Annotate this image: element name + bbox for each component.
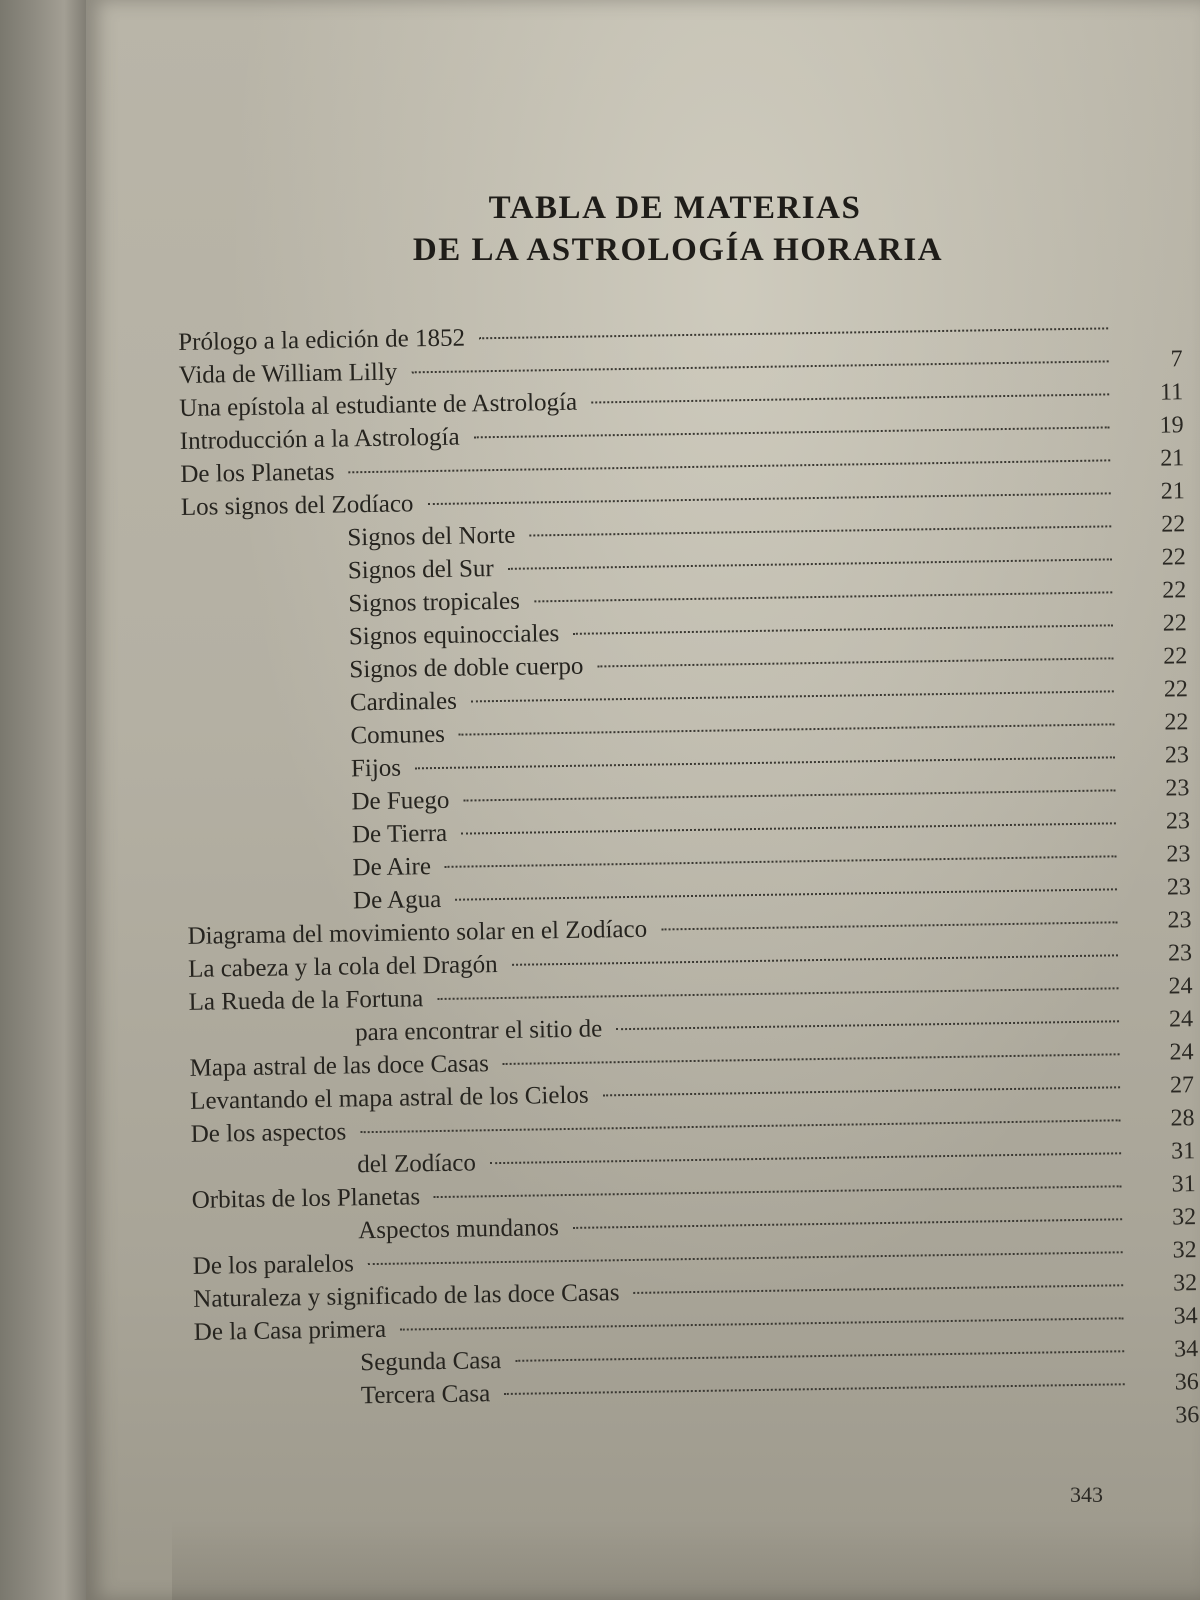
toc-entry-page [1132, 310, 1182, 311]
page-title-line-2: DE LA ASTROLOGÍA HORARIA [412, 232, 944, 268]
dot-leader [479, 327, 1108, 339]
toc-entry-page: 19 [1159, 412, 1184, 439]
toc-entry-page: 23 [1167, 907, 1192, 934]
toc-entry-title: del Zodíaco [356, 1149, 477, 1179]
dot-leader [415, 756, 1115, 769]
toc-entry-title: Los signos del Zodíaco [180, 490, 414, 521]
toc-entry-page: 22 [1163, 676, 1189, 703]
toc-entry-title: Orbitas de los Planetas [191, 1183, 421, 1214]
toc-entry-page: 24 [1169, 1039, 1194, 1066]
toc-entry-title: Una epístola al estudiante de Astrología [179, 388, 578, 422]
toc-entry-page: 34 [1173, 1303, 1198, 1330]
toc-entry-title: La cabeza y la cola del Dragón [187, 951, 498, 983]
toc-entry-title: Comunes [350, 720, 446, 750]
dot-leader [437, 987, 1118, 1000]
dot-leader [661, 921, 1117, 930]
toc-entry-title: De los aspectos [190, 1118, 347, 1148]
page-number: 343 [1070, 1482, 1103, 1507]
toc-entry-title: Mapa astral de las doce Casas [189, 1050, 490, 1082]
dot-leader [508, 558, 1112, 569]
toc-entry-page: 22 [1162, 577, 1187, 604]
dot-leader [360, 1119, 1120, 1133]
toc-entry-page: 24 [1168, 1006, 1194, 1033]
toc-entry-title: De los Planetas [180, 458, 335, 488]
toc-entry-page: 32 [1172, 1237, 1197, 1264]
dot-leader [463, 789, 1115, 801]
dot-leader [512, 954, 1118, 966]
toc-entry-page: 21 [1160, 478, 1185, 505]
toc-entry-page: 23 [1166, 874, 1192, 901]
toc-entry-title: Fijos [350, 754, 402, 783]
toc-entry-title: Segunda Casa [360, 1347, 502, 1377]
toc-entry-page: 22 [1164, 709, 1189, 736]
toc-entry-page: 23 [1166, 841, 1191, 868]
dot-leader [573, 1218, 1122, 1229]
toc-entry-title: Signos del Norte [347, 521, 516, 552]
toc-entry-page: 36 [1174, 1369, 1199, 1396]
toc-entry-page: 28 [1170, 1105, 1195, 1132]
dot-leader [591, 393, 1109, 403]
dot-leader [400, 1317, 1124, 1330]
table-of-contents [178, 311, 1200, 1448]
dot-leader [529, 525, 1111, 536]
toc-entry-page: 32 [1171, 1204, 1197, 1231]
toc-entry-title: Naturaleza y significado de las doce Casas [193, 1279, 620, 1313]
toc-entry-page: 27 [1169, 1072, 1195, 1099]
dot-leader [368, 1251, 1123, 1265]
toc-entry-title: Introducción a la Astrología [179, 423, 460, 455]
toc-entry-title: Signos tropicales [348, 587, 521, 618]
dot-leader [411, 360, 1108, 373]
toc-entry-title: La Rueda de la Fortuna [188, 985, 424, 1016]
toc-entry-title: Vida de William Lilly [178, 358, 398, 389]
toc-entry-title: Tercera Casa [360, 1380, 491, 1410]
toc-entry-page: 22 [1162, 610, 1187, 637]
dot-leader [471, 690, 1114, 702]
toc-entry-title: Aspectos mundanos [358, 1214, 560, 1245]
toc-entry-title: De Aire [352, 853, 432, 882]
dot-leader [597, 657, 1113, 667]
toc-entry-page: 34 [1173, 1336, 1199, 1363]
toc-entry-page: 36 [1175, 1402, 1200, 1429]
toc-entry-page: 31 [1171, 1171, 1196, 1198]
toc-entry-page: 22 [1163, 643, 1188, 670]
page-title-line-1: TABLA DE MATERIAS [488, 190, 862, 226]
dot-leader [348, 459, 1110, 473]
dot-leader [573, 624, 1113, 634]
toc-entry-page: 22 [1161, 544, 1186, 571]
dot-leader [490, 1152, 1121, 1164]
toc-entry-title: De los paralelos [192, 1250, 355, 1280]
toc-entry-title: Signos equinocciales [348, 620, 560, 651]
toc-entry-title: Levantando el mapa astral de los Cielos [189, 1081, 589, 1115]
dot-leader [633, 1284, 1123, 1294]
facing-page-edge [0, 0, 92, 1600]
toc-entry-title: De Fuego [351, 786, 450, 816]
toc-entry-page: 22 [1161, 511, 1186, 538]
dot-leader [461, 822, 1116, 834]
toc-entry-page: 23 [1167, 940, 1193, 967]
toc-entry-title: De la Casa primera [193, 1315, 387, 1346]
toc-entry-title: Prólogo a la edición de 1852 [178, 324, 466, 356]
toc-entry-page: 23 [1164, 742, 1190, 769]
toc-entry-title: De Agua [352, 885, 442, 915]
dot-leader [455, 888, 1117, 900]
dot-leader [603, 1086, 1120, 1096]
toc-entry-page: 23 [1165, 808, 1191, 835]
toc-entry-title: Cardinales [349, 687, 458, 717]
dot-leader [427, 492, 1110, 505]
dot-leader [534, 591, 1112, 602]
toc-entry-title: De Tierra [351, 819, 448, 849]
page-shadow [172, 1520, 1200, 1600]
toc-entry-page: 7 [1170, 346, 1183, 373]
toc-entry-page: 24 [1168, 973, 1193, 1000]
toc-entry-page: 32 [1172, 1270, 1198, 1297]
dot-leader [504, 1383, 1125, 1395]
toc-entry-page: 23 [1165, 775, 1190, 802]
toc-entry-page: 31 [1170, 1138, 1196, 1165]
book-page [86, 0, 1200, 1600]
dot-leader [515, 1350, 1124, 1362]
toc-entry-page: 21 [1159, 445, 1185, 472]
toc-entry-title: Diagrama del movimiento solar en el Zodíaco [187, 915, 648, 950]
toc-entry-title: Signos del Sur [347, 555, 494, 585]
toc-entry-page: 11 [1159, 379, 1184, 406]
dot-leader [474, 426, 1110, 438]
dot-leader [445, 855, 1116, 868]
dot-leader [503, 1053, 1120, 1065]
dot-leader [434, 1185, 1122, 1198]
dot-leader [459, 723, 1114, 735]
toc-entry-title: Signos de doble cuerpo [349, 652, 584, 684]
dot-leader [616, 1020, 1119, 1030]
toc-entry-title: para encontrar el sitio de [354, 1015, 603, 1047]
